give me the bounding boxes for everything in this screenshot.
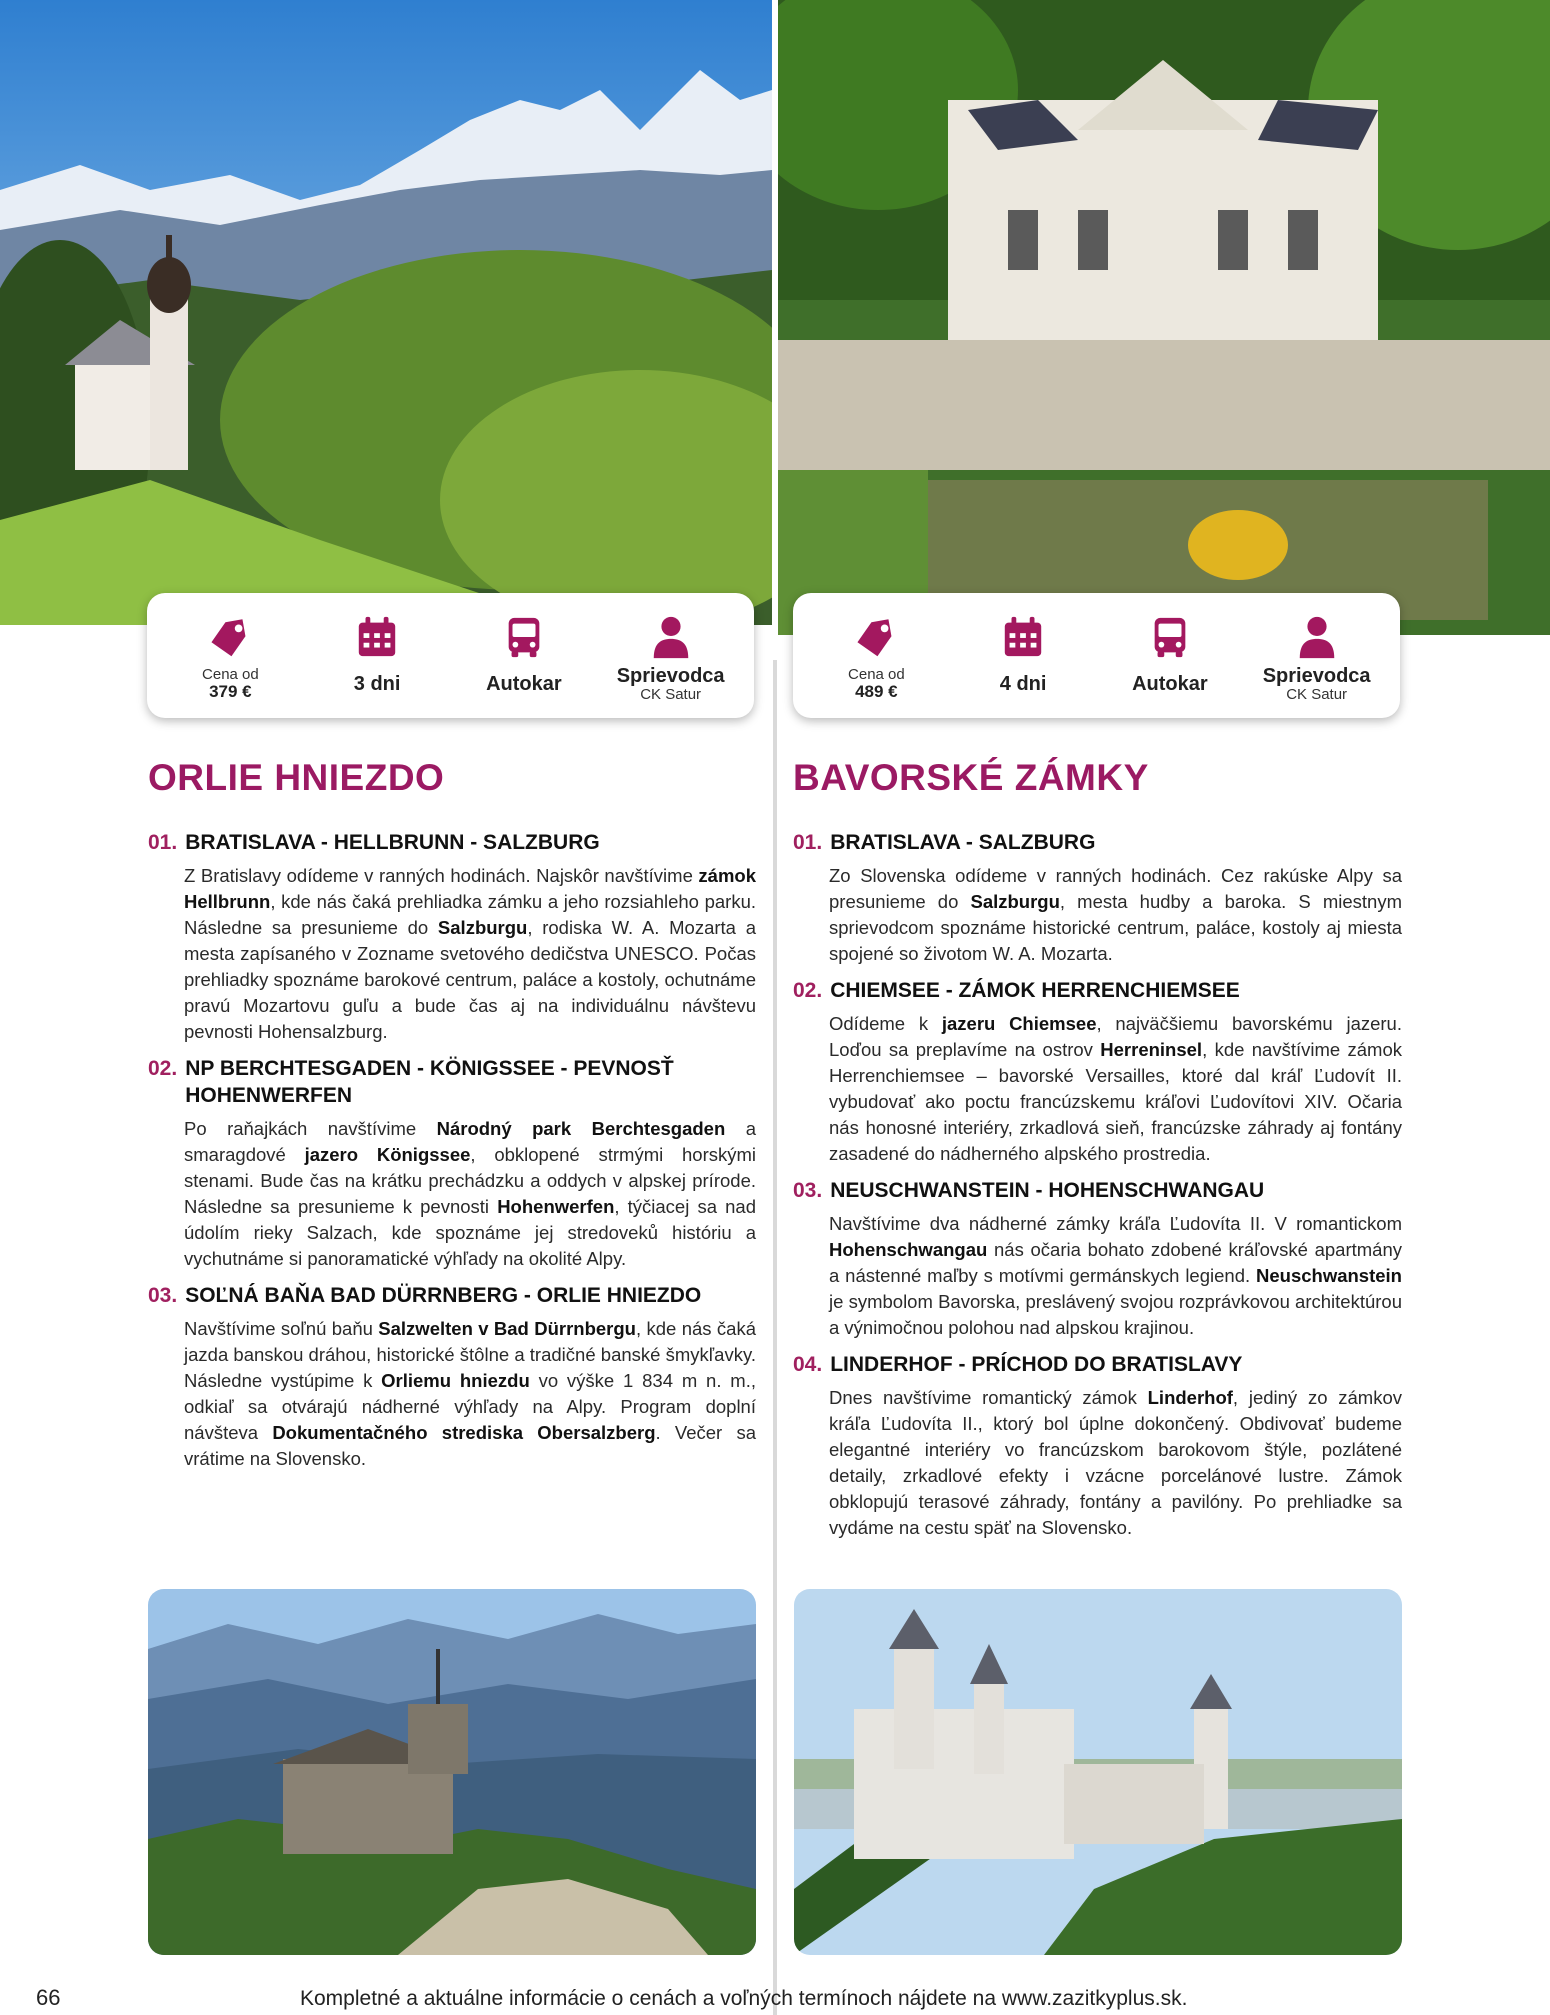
day-number: 04. [793,1353,823,1376]
day-description: Navštívime soľnú baňu Salzwelten v Bad Dürrnbergu, kde nás čaká jazda banskou dráhou, historické štôlne a tradičné banské šmykľavky. Následne vystúpime k Orliemu hniezdu vo výške 1 834 m n. m., odkiaľ sa otvárajú nádherné výhľady na Alpy. Program doplní návšteva Dokumentačného strediska Obersalzberg. Večer sa vrátime na Slovensko. [184,1318,757,1469]
price-value: 379 € [209,682,252,701]
itinerary [793,829,1402,1541]
guide-info [1247,613,1387,703]
column-divider [773,660,777,2015]
price-label: Cena od [202,666,259,683]
day-heading [148,1282,756,1309]
tour-title: BAVORSKÉ ZÁMKY [793,757,1149,798]
day-title: SOĽNÁ BAŇA BAD DÜRRNBERG - ORLIE HNIEZDO [185,1284,702,1307]
transport-value: Autokar [486,673,562,695]
footer-note: Kompletné a aktuálne informácie o cenách a voľných termínoch nájdete na www.zazitkyplus.sk. [300,1987,1188,2010]
day-heading [148,829,756,856]
price-value: 489 € [855,682,898,701]
day-title: BRATISLAVA - HELLBRUNN - SALZBURG [185,831,600,854]
day-heading [148,1055,756,1109]
transport-info [1100,613,1240,696]
itinerary-day [148,1282,756,1472]
photo-separator [772,0,778,660]
day-title: BRATISLAVA - SALZBURG [830,831,1096,854]
tour-column-1 [148,757,756,1482]
guide-agency: CK Satur [640,686,702,703]
linderhof-palace-photo [778,0,1550,635]
day-description: Z Bratislavy odídeme v ranných hodinách. Najskôr navštívime zámok Hellbrunn, kde nás čaká prehliadka zámku a jeho rozsiahleho parku. Následne sa presunieme do Salzburgu, rodiska W. A. Mozarta a mesta zapísaného v Zozname svetového dedičstva UNESCO. Počas prehliadky spoznáme barokové centrum, paláce a kostoly, ochutnáme pravú Mozartovu guľu a bude čas aj na individuálnu návštevu pevnosti Hohensalzburg. [184,865,756,1042]
tour-column-2 [793,757,1402,1551]
day-title: CHIEMSEE - ZÁMOK HERRENCHIEMSEE [830,979,1240,1002]
bus-icon [500,613,548,661]
day-number: 03. [148,1284,178,1307]
itinerary-day [148,829,756,1045]
guide-title: Sprievodca [1262,665,1371,687]
transport-value: Autokar [1132,673,1208,695]
day-description: Po raňajkách navštívime Národný park Berchtesgaden a smaragdové jazero Königssee, obklopené strmými horskými stenami. Bude čas na krátku prechádzku a oddych v alpskej prírode. Následne sa presunieme k pevnosti Hohenwerfen, týčiacej sa nad údolím rieky Salzach, kde spoznáme jej stredoveků históriu a vychutnáme si panoramatické výhľady na okolité Alpy. [184,1118,757,1269]
day-heading [793,977,1402,1004]
bus-icon [1146,613,1194,661]
price-tag-icon [852,613,900,661]
transport-info [454,613,594,696]
duration-info [953,613,1093,696]
price-info [806,613,946,701]
day-number: 02. [793,979,823,1002]
day-number: 01. [148,831,178,854]
price-tag-icon [206,613,254,661]
tour-info-card-1 [147,593,754,718]
day-heading [793,1351,1402,1378]
day-number: 03. [793,1179,823,1202]
eagles-nest-photo [148,1589,756,1955]
day-description: Navštívime dva nádherné zámky kráľa Ľudovíta II. V romantickom Hohenschwangau nás očaria bohato zdobené kráľovské apartmány a nástenné maľby s motívmi germánskych legiend. Neuschwanstein je symbolom Bavorska, preslávený svojou rozprávkovou architektúrou a výnimočnou polohou nad alpskou krajinou. [829,1213,1402,1338]
guide-agency: CK Satur [1286,686,1348,703]
day-description: Dnes navštívime romantický zámok Linderhof, jediný zo zámkov kráľa Ľudovíta II., ktorý bol úplne dokončený. Obdivovať budeme elegantné interiéry vo francúzskom barokovom štýle, pozlátené detaily, zrkadlové efekty i vzácne porcelánové lustre. Zámok obklopujú terasové záhrady, fontány a pavilóny. Po prehliadke sa vydáme na cestu späť na Slovensko. [829,1387,1402,1538]
day-title: NEUSCHWANSTEIN - HOHENSCHWANGAU [830,1179,1265,1202]
calendar-icon [353,613,401,661]
itinerary [148,829,756,1472]
neuschwanstein-photo [794,1589,1402,1955]
day-description: Zo Slovenska odídeme v ranných hodinách. Cez rakúske Alpy sa presunieme do Salzburgu, mesta hudby a baroka. S miestnym sprievodcom spoznáme historické centrum, paláce, kostoly aj miesta spojené so životom W. A. Mozarta. [829,865,1402,964]
day-heading [793,829,1402,856]
itinerary-day [793,1177,1402,1341]
day-description: Odídeme k jazeru Chiemsee, najväčšiemu bavorskému jazeru. Loďou sa preplavíme na ostrov Herreninsel, kde navštívime zámok Herrenchiemsee – bavorské Versailles, ktoré dal kráľ Ľudovít II. vybudovať ako poctu francúzskemu kráľovi Ľudovítovi XIV. Očaria nás honosné interiéry, zrkadlová sieň, francúzske záhrady aj fontány zasadené do nádherného alpského prostredia. [829,1013,1402,1164]
price-label: Cena od [848,666,905,683]
day-title: LINDERHOF - PRÍCHOD DO BRATISLAVY [830,1353,1243,1376]
itinerary-day [793,977,1402,1167]
person-icon [647,613,695,661]
itinerary-day [793,829,1402,967]
tour-title: ORLIE HNIEZDO [148,757,445,798]
guide-info [601,613,741,703]
tour-info-card-2 [793,593,1400,718]
page-number: 66 [36,1985,61,2010]
duration-value: 4 dni [999,673,1047,695]
price-info [160,613,300,701]
itinerary-day [148,1055,756,1272]
person-icon [1293,613,1341,661]
duration-info [307,613,447,696]
guide-title: Sprievodca [616,665,725,687]
day-heading [793,1177,1402,1204]
alpine-church-photo [0,0,772,625]
day-number: 02. [148,1057,178,1080]
day-title: NP BERCHTESGADEN - KÖNIGSSEE - PEVNOSŤ HOHENWERFEN [185,1057,674,1107]
duration-value: 3 dni [353,673,401,695]
calendar-icon [999,613,1047,661]
day-number: 01. [793,831,823,854]
itinerary-day [793,1351,1402,1541]
